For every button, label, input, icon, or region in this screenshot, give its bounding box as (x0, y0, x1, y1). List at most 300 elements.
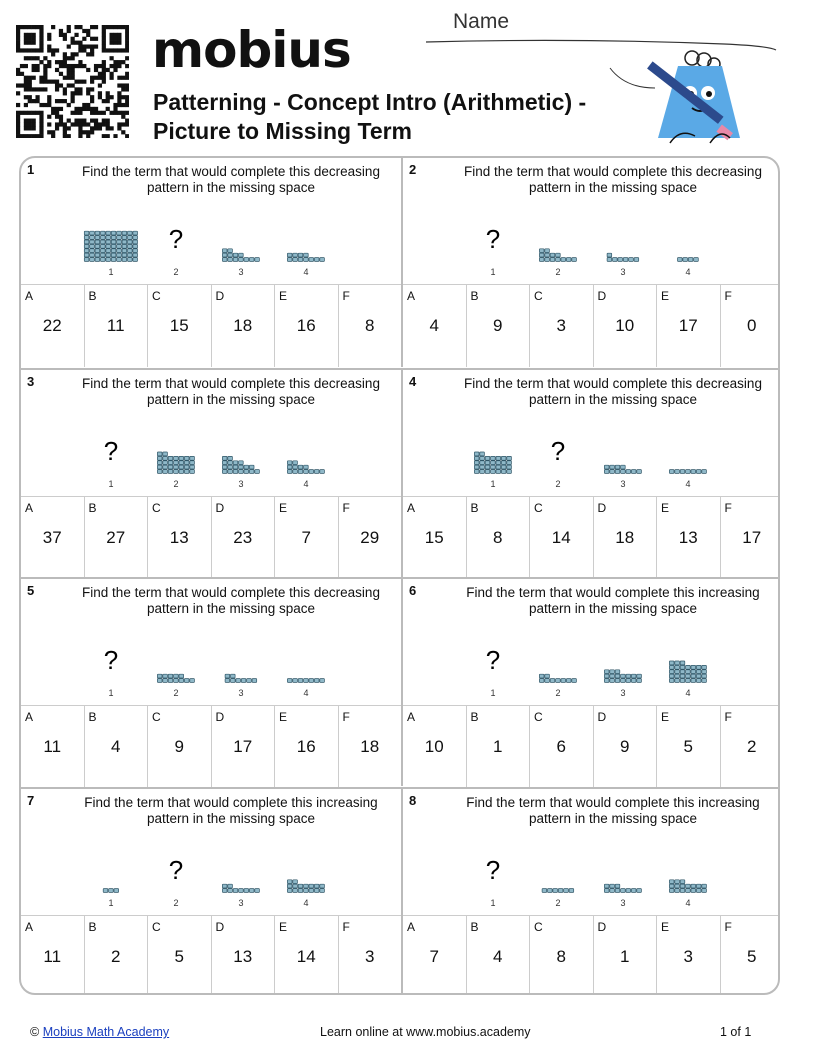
mobius-academy-link[interactable]: Mobius Math Academy (42, 1025, 170, 1039)
unit-block (539, 679, 544, 683)
choice-letter: D (215, 289, 225, 303)
unit-block (485, 465, 490, 469)
pattern-term-4 (669, 469, 706, 488)
problem-6 (401, 577, 780, 786)
answer-choice-e[interactable] (657, 497, 721, 579)
term-position-label: 2 (555, 267, 561, 277)
unit-block (225, 679, 230, 683)
unit-block (287, 884, 292, 888)
term-position-label: 4 (685, 478, 691, 489)
unit-block (480, 452, 485, 456)
answer-choice-f[interactable] (339, 497, 402, 579)
choice-value: 13 (233, 946, 253, 966)
answer-choice-c[interactable] (530, 497, 594, 579)
unit-block (157, 679, 162, 683)
unit-block (95, 253, 100, 257)
pattern-term-2 (539, 249, 576, 277)
unit-block (669, 879, 674, 883)
unit-block (228, 460, 233, 464)
choice-value: 7 (301, 527, 311, 547)
unit-block (117, 249, 122, 253)
pattern-term-1 (103, 888, 118, 907)
unit-block (474, 456, 479, 460)
answer-choice-c[interactable] (148, 916, 212, 996)
unit-block (293, 258, 298, 262)
answer-choice-e[interactable] (657, 706, 721, 788)
choice-value: 2 (747, 737, 757, 756)
unit-block (222, 253, 227, 257)
choice-letter: F (342, 500, 350, 515)
unit-block (610, 679, 615, 683)
pattern-term-4 (669, 661, 706, 698)
unit-block (117, 258, 122, 262)
unit-block (304, 888, 309, 892)
answer-choice-f[interactable] (721, 916, 781, 996)
answer-choice-b[interactable] (467, 285, 531, 367)
unit-block (309, 679, 314, 683)
unit-block (90, 253, 95, 257)
answer-choice-e[interactable] (275, 916, 339, 996)
unit-block (111, 231, 116, 235)
answer-choice-d[interactable] (594, 285, 658, 367)
unit-block (244, 258, 249, 262)
unit-block (111, 249, 116, 253)
answer-choice-b[interactable] (467, 706, 531, 788)
unit-block (702, 670, 707, 674)
unit-block (309, 469, 314, 473)
unit-block (298, 679, 303, 683)
choice-value: 4 (111, 737, 121, 756)
unit-block (117, 231, 122, 235)
answer-choice-f[interactable] (721, 706, 781, 788)
answer-choice-e[interactable] (657, 285, 721, 367)
unit-block (128, 231, 133, 235)
unit-block (287, 679, 292, 683)
unit-block (615, 465, 620, 469)
choice-letter: C (534, 500, 543, 515)
unit-block (106, 249, 111, 253)
unit-block (691, 888, 696, 892)
problem-number: 1 (27, 162, 35, 177)
unit-block (691, 670, 696, 674)
choice-letter: F (724, 919, 732, 934)
choice-value: 18 (233, 316, 253, 335)
choice-value: 9 (493, 316, 503, 335)
term-position-label: 3 (238, 688, 244, 698)
unit-block (675, 469, 680, 473)
unit-block (637, 674, 642, 678)
unit-block (314, 888, 319, 892)
unit-block (702, 884, 707, 888)
problem-grid (19, 156, 780, 995)
choice-value: 11 (43, 737, 62, 756)
unit-block (128, 244, 133, 248)
unit-block (309, 884, 314, 888)
unit-block (702, 888, 707, 892)
unit-block (106, 253, 111, 257)
unit-block (255, 469, 260, 473)
choice-letter: F (724, 289, 732, 303)
unit-block (128, 240, 133, 244)
unit-block (304, 465, 309, 469)
unit-block (174, 679, 179, 683)
unit-block (128, 249, 133, 253)
answer-choice-f[interactable] (339, 285, 402, 367)
answer-choice-e[interactable] (275, 706, 339, 788)
answer-choice-a[interactable] (21, 916, 85, 996)
unit-block (572, 258, 577, 262)
answer-choice-b[interactable] (85, 497, 149, 579)
pattern-term-3 (607, 253, 639, 277)
term-position-label: 2 (173, 267, 179, 277)
pattern-figure (403, 158, 780, 283)
unit-block (474, 460, 479, 464)
problem-prompt: Find the term that would complete this increasing pattern in the missing space (84, 794, 378, 826)
unit-block (545, 249, 550, 253)
answer-choice-d[interactable] (594, 706, 658, 788)
answer-choice-b[interactable] (85, 285, 149, 367)
unit-block (90, 236, 95, 240)
unit-block (626, 674, 631, 678)
answer-choice-c[interactable] (530, 706, 594, 788)
unit-block (228, 253, 233, 257)
unit-block (184, 469, 189, 473)
unit-block (507, 465, 512, 469)
unit-block (174, 469, 179, 473)
unit-block (314, 258, 319, 262)
pattern-figure (403, 579, 780, 704)
unit-block (550, 679, 555, 683)
unit-block (222, 249, 227, 253)
unit-block (680, 888, 685, 892)
pattern-figure (21, 370, 401, 495)
answer-choices (21, 915, 401, 996)
unit-block (702, 679, 707, 683)
unit-block (539, 249, 544, 253)
pattern-term-3 (222, 249, 259, 277)
answer-choice-a[interactable] (403, 497, 467, 579)
answer-choice-a[interactable] (403, 285, 467, 367)
unit-block (111, 244, 116, 248)
unit-block (222, 258, 227, 262)
unit-block (106, 236, 111, 240)
term-position-label: 1 (490, 688, 496, 698)
unit-block (239, 460, 244, 464)
title-line-1: Patterning - Concept Intro (Arithmetic) - (153, 89, 587, 115)
pattern-term-1 (486, 224, 500, 277)
unit-block (501, 460, 506, 464)
unit-block (683, 258, 688, 262)
unit-block (669, 679, 674, 683)
choice-value: 13 (678, 527, 698, 547)
unit-block (298, 884, 303, 888)
answer-choice-a[interactable] (403, 706, 467, 788)
unit-block (691, 674, 696, 678)
answer-choice-d[interactable] (594, 916, 658, 996)
answer-choice-d[interactable] (212, 916, 276, 996)
unit-block (190, 460, 195, 464)
unit-block (320, 888, 325, 892)
unit-block (637, 679, 642, 683)
unit-block (84, 240, 89, 244)
unit-block (604, 884, 609, 888)
pattern-term-2 (169, 855, 183, 908)
term-position-label: 4 (303, 897, 309, 908)
unit-block (122, 240, 127, 244)
unit-block (128, 236, 133, 240)
unit-block (122, 249, 127, 253)
footer-learn-online: Learn online at www.mobius.academy (320, 1025, 531, 1039)
unit-block (117, 244, 122, 248)
answer-choice-f[interactable] (721, 497, 781, 579)
answer-choice-b[interactable] (85, 916, 149, 996)
answer-choices (403, 915, 780, 996)
unit-block (244, 465, 249, 469)
unit-block (233, 465, 238, 469)
unit-block (287, 879, 292, 883)
pattern-term-3 (222, 884, 259, 908)
unit-block (90, 249, 95, 253)
unit-block (501, 456, 506, 460)
answer-choice-c[interactable] (530, 285, 594, 367)
choice-letter: C (152, 289, 161, 303)
unit-block (480, 465, 485, 469)
unit-block (101, 258, 106, 262)
unit-block (686, 884, 691, 888)
answer-choice-c[interactable] (148, 497, 212, 579)
unit-block (610, 670, 615, 674)
unit-block (163, 469, 168, 473)
unit-block (117, 253, 122, 257)
choice-value: 1 (620, 946, 630, 966)
choice-letter: E (279, 289, 288, 303)
choice-value: 13 (169, 527, 189, 547)
choice-letter: C (534, 289, 543, 303)
answer-choice-f[interactable] (339, 916, 402, 996)
answer-choice-b[interactable] (467, 497, 531, 579)
unit-block (298, 465, 303, 469)
unit-block (157, 469, 162, 473)
unit-block (702, 665, 707, 669)
unit-block (157, 460, 162, 464)
pattern-term-1 (486, 855, 500, 908)
unit-block (90, 244, 95, 248)
unit-block (222, 465, 227, 469)
problem-number: 7 (27, 792, 35, 808)
unit-block (236, 679, 241, 683)
pattern-figure (21, 579, 401, 704)
answer-choice-e[interactable] (275, 497, 339, 579)
unit-block (694, 258, 699, 262)
missing-term-mark: ? (168, 224, 184, 254)
term-position-label: 4 (685, 688, 691, 698)
unit-block (168, 469, 173, 473)
unit-block (320, 679, 325, 683)
answer-choice-d[interactable] (212, 706, 276, 788)
unit-block (314, 884, 319, 888)
choice-letter: E (661, 710, 670, 724)
answer-choice-d[interactable] (212, 285, 276, 367)
unit-block (174, 456, 179, 460)
unit-block (298, 888, 303, 892)
unit-block (669, 661, 674, 665)
unit-block (287, 888, 292, 892)
unit-block (179, 469, 184, 473)
pattern-figure (21, 158, 401, 283)
unit-block (496, 456, 501, 460)
problem-number: 8 (409, 792, 417, 808)
answer-choice-c[interactable] (148, 706, 212, 788)
choice-letter: D (597, 289, 607, 303)
unit-block (615, 888, 620, 892)
unit-block (610, 884, 615, 888)
answer-choice-b[interactable] (467, 916, 531, 996)
unit-block (615, 469, 620, 473)
term-position-label: 1 (108, 897, 114, 908)
unit-block (675, 665, 680, 669)
unit-block (174, 465, 179, 469)
unit-block (696, 469, 701, 473)
unit-block (184, 460, 189, 464)
answer-choice-c[interactable] (148, 285, 212, 367)
unit-block (101, 253, 106, 257)
unit-block (222, 469, 227, 473)
choice-letter: D (597, 710, 607, 724)
unit-block (314, 679, 319, 683)
choice-letter: E (661, 500, 670, 515)
unit-block (249, 258, 254, 262)
choice-value: 16 (296, 737, 316, 756)
term-position-label: 1 (108, 688, 114, 698)
unit-block (84, 244, 89, 248)
unit-block (298, 253, 303, 257)
choice-letter: C (152, 500, 161, 515)
unit-block (686, 679, 691, 683)
unit-block (287, 258, 292, 262)
answer-choice-f[interactable] (339, 706, 402, 788)
pattern-term-3 (225, 674, 257, 698)
choice-value: 5 (747, 946, 757, 966)
answer-choice-a[interactable] (403, 916, 467, 996)
choice-letter: D (215, 919, 225, 934)
unit-block (228, 888, 233, 892)
unit-block (233, 888, 238, 892)
problem-prompt: Find the term that would complete this decreasing pattern in the missing space (464, 164, 762, 195)
unit-block (95, 240, 100, 244)
answer-choice-a[interactable] (21, 285, 85, 367)
choice-value: 17 (742, 527, 762, 547)
answer-choice-d[interactable] (594, 497, 658, 579)
unit-block (556, 253, 561, 257)
unit-block (179, 456, 184, 460)
unit-block (545, 258, 550, 262)
unit-block (680, 879, 685, 883)
answer-choice-a[interactable] (21, 497, 85, 579)
pattern-term-3 (604, 884, 641, 908)
missing-term-mark: ? (485, 645, 501, 675)
unit-block (117, 236, 122, 240)
unit-block (133, 258, 138, 262)
choice-value: 29 (360, 527, 380, 547)
unit-block (626, 679, 631, 683)
unit-block (669, 469, 674, 473)
unit-block (84, 258, 89, 262)
unit-block (680, 665, 685, 669)
answer-choice-e[interactable] (657, 916, 721, 996)
unit-block (485, 460, 490, 464)
answer-choice-e[interactable] (275, 285, 339, 367)
unit-block (233, 258, 238, 262)
unit-block (84, 253, 89, 257)
answer-choice-a[interactable] (21, 706, 85, 788)
unit-block (542, 888, 547, 892)
pattern-term-4 (287, 679, 324, 698)
pattern-figure (21, 789, 401, 914)
unit-block (686, 665, 691, 669)
unit-block (293, 469, 298, 473)
term-position-label: 2 (173, 478, 179, 489)
unit-block (163, 674, 168, 678)
term-position-label: 2 (555, 688, 561, 698)
unit-block (604, 469, 609, 473)
unit-block (249, 888, 254, 892)
unit-block (122, 244, 127, 248)
unit-block (225, 674, 230, 678)
unit-block (95, 244, 100, 248)
unit-block (184, 465, 189, 469)
choice-value: 4 (429, 316, 439, 335)
unit-block (680, 670, 685, 674)
unit-block (111, 253, 116, 257)
unit-block (222, 888, 227, 892)
unit-block (610, 465, 615, 469)
unit-block (168, 465, 173, 469)
choice-letter: D (215, 500, 225, 515)
unit-block (702, 674, 707, 678)
unit-block (696, 670, 701, 674)
choice-value: 18 (360, 737, 380, 756)
unit-block (675, 888, 680, 892)
choice-letter: B (88, 500, 97, 515)
unit-block (691, 469, 696, 473)
unit-block (678, 258, 683, 262)
unit-block (174, 460, 179, 464)
unit-block (572, 679, 577, 683)
choice-letter: A (407, 710, 416, 724)
unit-block (548, 888, 553, 892)
unit-block (631, 679, 636, 683)
term-position-label: 2 (173, 897, 179, 908)
unit-block (309, 258, 314, 262)
unit-block (480, 469, 485, 473)
unit-block (128, 253, 133, 257)
unit-block (474, 452, 479, 456)
unit-block (168, 456, 173, 460)
choice-value: 3 (556, 316, 566, 335)
unit-block (480, 460, 485, 464)
answer-choice-c[interactable] (530, 916, 594, 996)
unit-block (190, 679, 195, 683)
answer-choice-b[interactable] (85, 706, 149, 788)
unit-block (84, 249, 89, 253)
unit-block (157, 452, 162, 456)
choice-value: 27 (106, 527, 126, 547)
problem-3 (21, 368, 401, 577)
term-position-label: 2 (555, 897, 561, 908)
unit-block (634, 258, 639, 262)
answer-choice-f[interactable] (721, 285, 781, 367)
answer-choice-d[interactable] (212, 497, 276, 579)
